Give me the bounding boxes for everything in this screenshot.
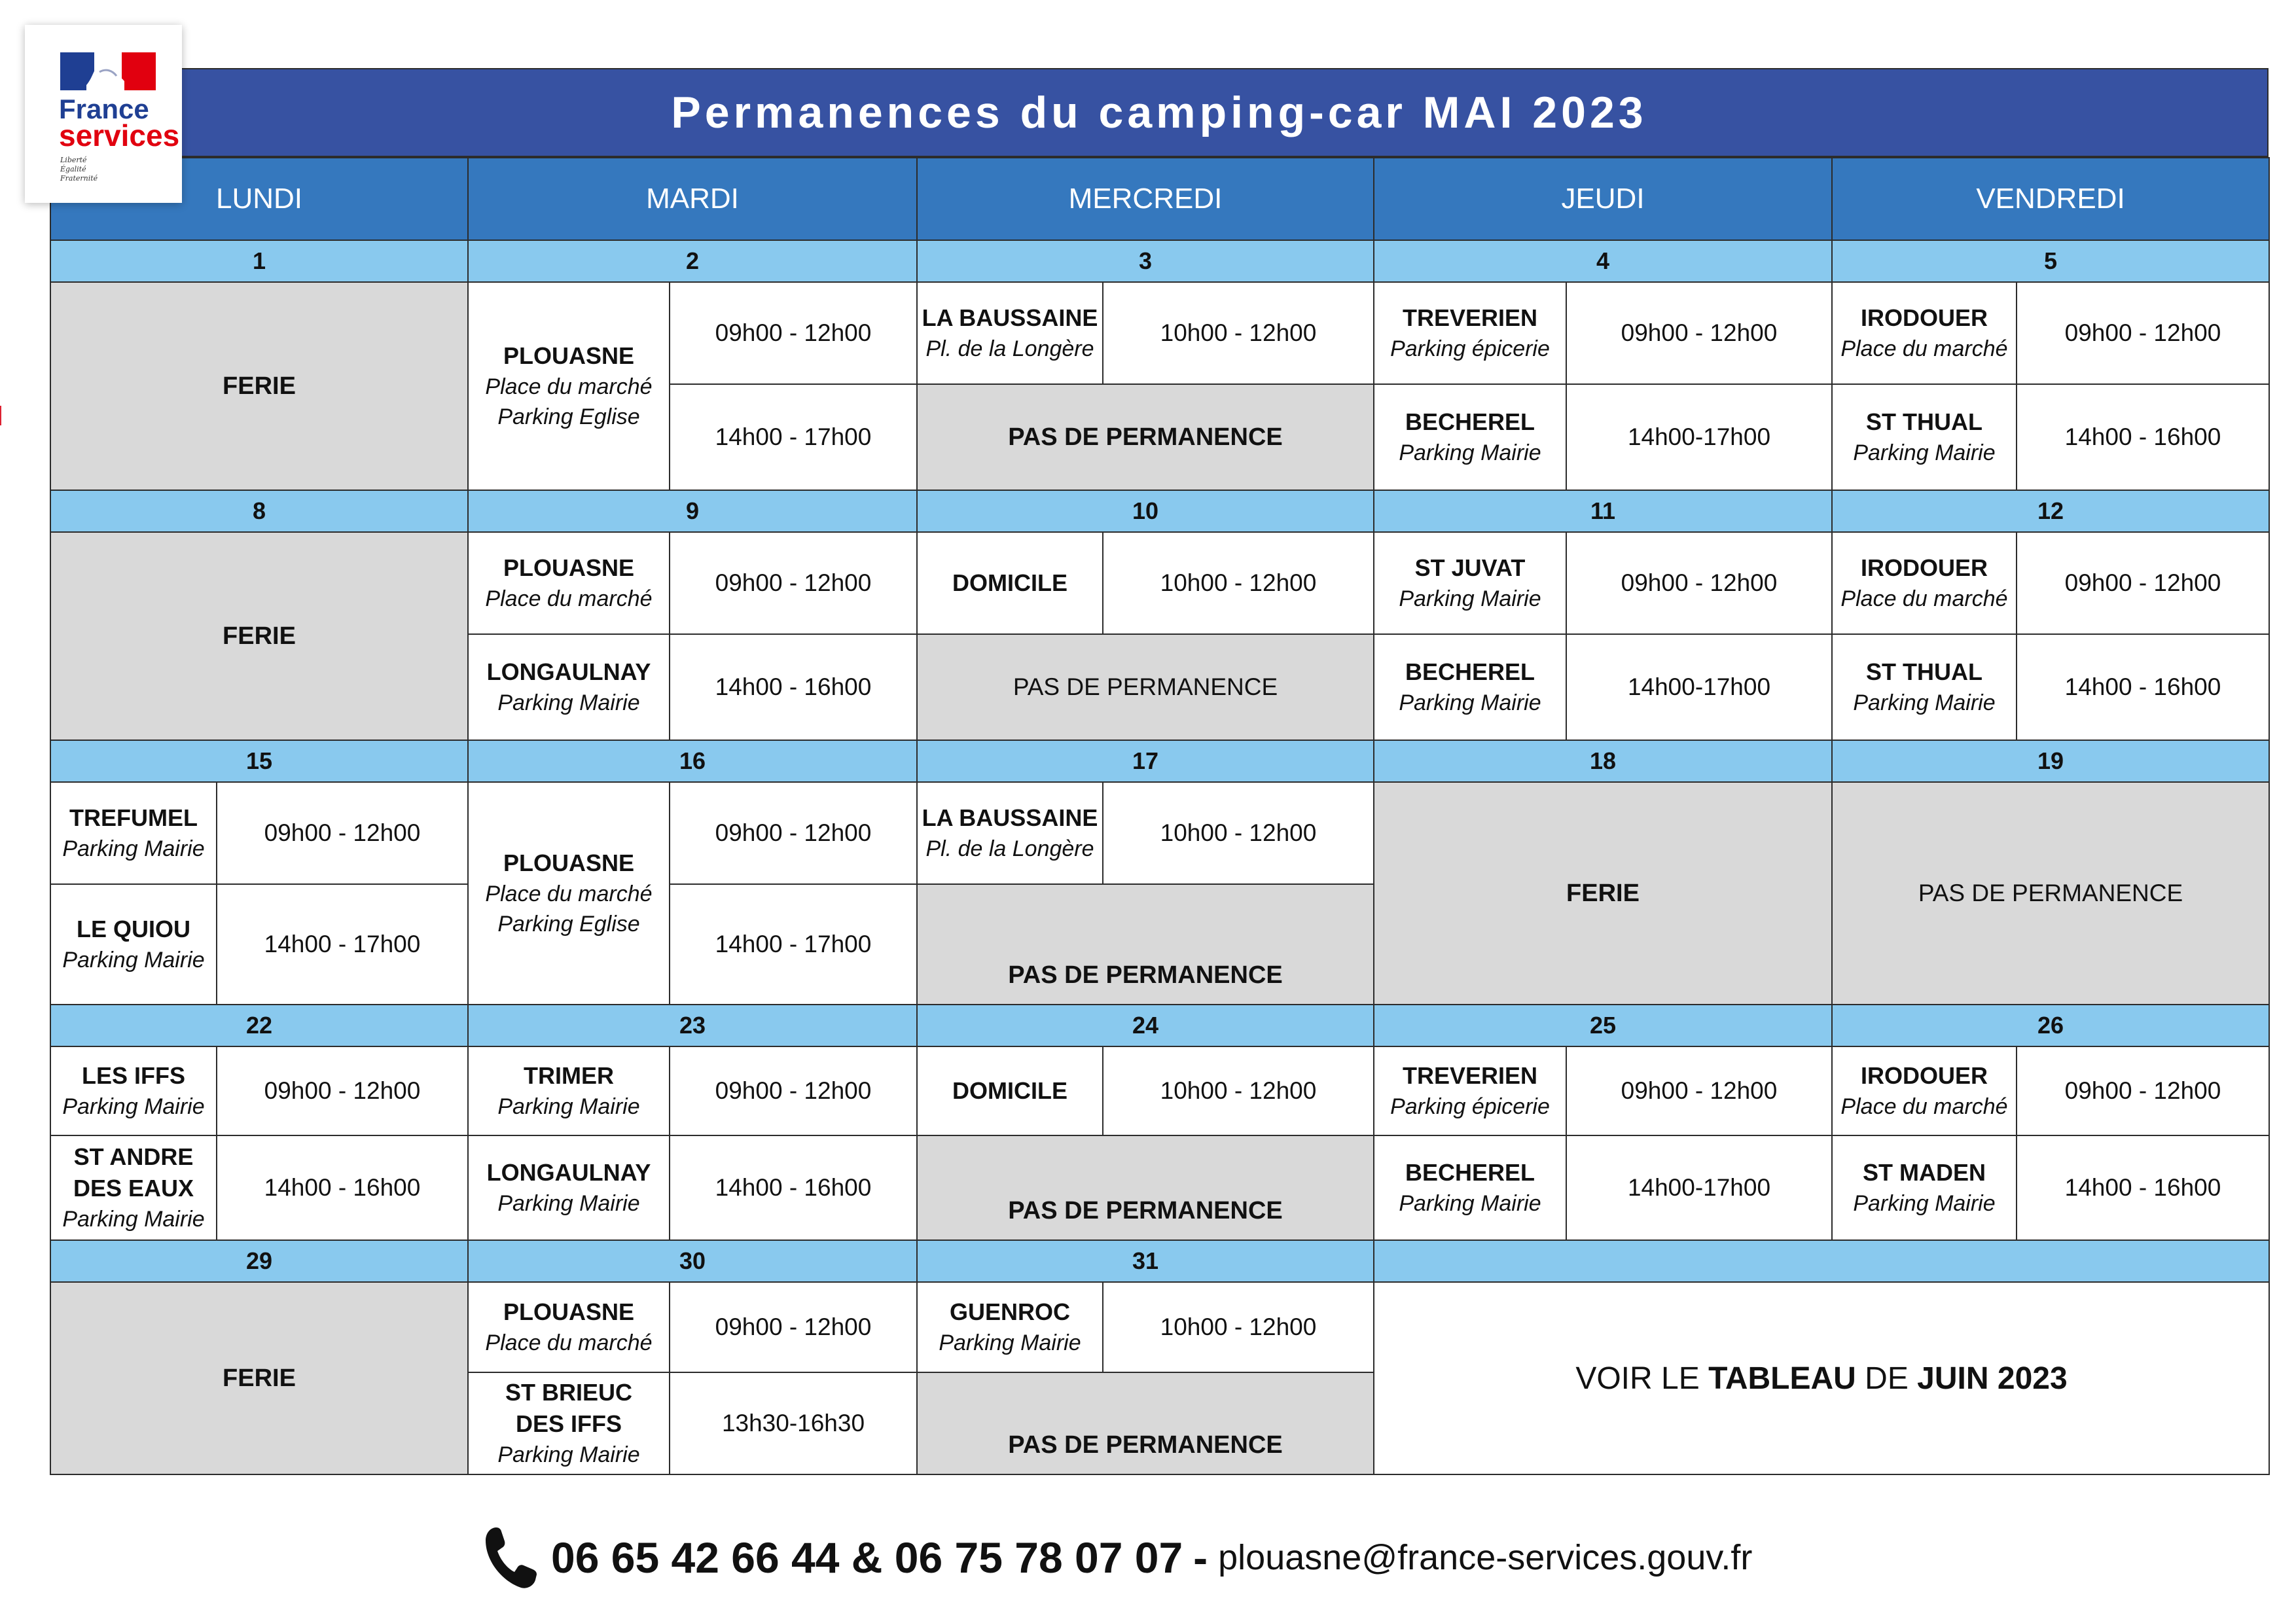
place-cell: TRIMER Parking Mairie (468, 1046, 670, 1135)
ferie-cell: FERIE (50, 532, 468, 740)
hours-cell: 14h00 - 16h00 (670, 1135, 917, 1240)
hours-cell: 10h00 - 12h00 (1103, 1282, 1374, 1372)
place-cell: GUENROC Parking Mairie (917, 1282, 1103, 1372)
separator: - (1193, 1533, 1208, 1582)
hours-cell: 09h00 - 12h00 (2017, 282, 2269, 384)
place-cell: PLOUASNE Place du marché Parking Eglise (468, 282, 670, 490)
place-cell: IRODOUER Place du marché (1832, 282, 2017, 384)
hours-cell: 14h00-17h00 (1566, 384, 1832, 490)
place-cell: LES IFFS Parking Mairie (50, 1046, 217, 1135)
date-row (50, 740, 2269, 782)
schedule-row (50, 532, 2269, 634)
schedule-row (50, 1282, 2269, 1372)
hours-cell: 14h00 - 17h00 (670, 384, 917, 490)
phone-numbers[interactable]: 06 65 42 66 44 & 06 75 78 07 07 (551, 1533, 1183, 1582)
date-cell: 23 (468, 1005, 917, 1046)
hours-cell: 10h00 - 12h00 (1103, 532, 1374, 634)
no-service-cell: PAS DE PERMANENCE (917, 634, 1374, 740)
date-row (50, 240, 2269, 282)
date-cell: 30 (468, 1240, 917, 1282)
place-cell: BECHEREL Parking Mairie (1374, 384, 1566, 490)
date-row (50, 490, 2269, 532)
date-cell: 18 (1374, 740, 1832, 782)
place-cell: TREFUMEL Parking Mairie (50, 782, 217, 884)
date-cell: 19 (1832, 740, 2269, 782)
place-cell: LA BAUSSAINE Pl. de la Longère (917, 282, 1103, 384)
place-cell: PLOUASNE Place du marché (468, 1282, 670, 1372)
france-services-logo (25, 25, 182, 203)
hours-cell: 10h00 - 12h00 (1103, 782, 1374, 884)
see-june-note: VOIR LE TABLEAU DE JUIN 2023 (1374, 1282, 2269, 1474)
hours-cell: 10h00 - 12h00 (1103, 1046, 1374, 1135)
schedule-row (50, 1046, 2269, 1135)
hours-cell: 09h00 - 12h00 (2017, 1046, 2269, 1135)
hours-cell: 14h00 - 16h00 (670, 634, 917, 740)
ferie-cell: FERIE (50, 1282, 468, 1474)
day-header: VENDREDI (1832, 158, 2269, 240)
date-cell: 8 (50, 490, 468, 532)
place-cell: ST ANDRE DES EAUX Parking Mairie (50, 1135, 217, 1240)
date-cell: 5 (1832, 240, 2269, 282)
place-cell: LE QUIOU Parking Mairie (50, 884, 217, 1005)
edge-mark (0, 406, 5, 425)
day-header: JEUDI (1374, 158, 1832, 240)
schedule-row (50, 782, 2269, 884)
date-cell: 11 (1374, 490, 1832, 532)
hours-cell: 13h30-16h30 (670, 1372, 917, 1474)
logo-motto: Liberté Égalité Fraternité (60, 156, 98, 183)
no-service-cell: PAS DE PERMANENCE (917, 384, 1374, 490)
date-cell: 9 (468, 490, 917, 532)
date-cell: 24 (917, 1005, 1374, 1046)
schedule-row (50, 282, 2269, 384)
place-cell: ST THUAL Parking Mairie (1832, 634, 2017, 740)
place-cell: IRODOUER Place du marché (1832, 1046, 2017, 1135)
no-service-cell: PAS DE PERMANENCE (917, 884, 1374, 1005)
place-cell: LA BAUSSAINE Pl. de la Longère (917, 782, 1103, 884)
hours-cell: 14h00 - 17h00 (217, 884, 468, 1005)
logo-line-services: services (59, 118, 180, 152)
hours-cell: 14h00 - 16h00 (217, 1135, 468, 1240)
hours-cell: 09h00 - 12h00 (217, 1046, 468, 1135)
contact-footer (484, 1518, 1752, 1597)
hours-cell: 09h00 - 12h00 (217, 782, 468, 884)
place-cell: TREVERIEN Parking épicerie (1374, 282, 1566, 384)
hours-cell: 14h00 - 16h00 (2017, 1135, 2269, 1240)
date-cell: 31 (917, 1240, 1374, 1282)
hours-cell: 14h00 - 16h00 (2017, 634, 2269, 740)
day-header-row (50, 158, 2269, 240)
logo-line-france: France (59, 94, 149, 124)
hours-cell: 09h00 - 12h00 (1566, 1046, 1832, 1135)
hours-cell: 09h00 - 12h00 (670, 282, 917, 384)
ferie-cell: FERIE (50, 282, 468, 490)
date-cell: 29 (50, 1240, 468, 1282)
hours-cell: 10h00 - 12h00 (1103, 282, 1374, 384)
hours-cell: 09h00 - 12h00 (670, 1282, 917, 1372)
hours-cell: 09h00 - 12h00 (670, 532, 917, 634)
day-header: MARDI (468, 158, 917, 240)
date-cell: 10 (917, 490, 1374, 532)
date-cell: 25 (1374, 1005, 1832, 1046)
place-cell: BECHEREL Parking Mairie (1374, 1135, 1566, 1240)
hours-cell: 09h00 - 12h00 (1566, 282, 1832, 384)
hours-cell: 09h00 - 12h00 (670, 1046, 917, 1135)
day-header: MERCREDI (917, 158, 1374, 240)
place-cell: PLOUASNE Place du marché Parking Eglise (468, 782, 670, 1005)
date-cell: 17 (917, 740, 1374, 782)
day-header: LUNDI (50, 158, 468, 240)
no-service-cell: PAS DE PERMANENCE (917, 1135, 1374, 1240)
place-cell: DOMICILE (917, 1046, 1103, 1135)
hours-cell: 09h00 - 12h00 (670, 782, 917, 884)
date-cell (1374, 1240, 2269, 1282)
date-cell: 12 (1832, 490, 2269, 532)
date-cell: 2 (468, 240, 917, 282)
place-cell: PLOUASNE Place du marché (468, 532, 670, 634)
place-cell: LONGAULNAY Parking Mairie (468, 1135, 670, 1240)
marianne-flag-icon (60, 52, 156, 90)
place-cell: DOMICILE (917, 532, 1103, 634)
date-cell: 22 (50, 1005, 468, 1046)
place-cell: IRODOUER Place du marché (1832, 532, 2017, 634)
date-row (50, 1005, 2269, 1046)
date-cell: 15 (50, 740, 468, 782)
place-cell: ST THUAL Parking Mairie (1832, 384, 2017, 490)
place-cell: TREVERIEN Parking épicerie (1374, 1046, 1566, 1135)
email-link[interactable]: plouasne@france-services.gouv.fr (1218, 1538, 1753, 1577)
date-cell: 1 (50, 240, 468, 282)
hours-cell: 14h00 - 16h00 (2017, 384, 2269, 490)
place-cell: BECHEREL Parking Mairie (1374, 634, 1566, 740)
place-cell: ST JUVAT Parking Mairie (1374, 532, 1566, 634)
hours-cell: 14h00-17h00 (1566, 634, 1832, 740)
date-cell: 26 (1832, 1005, 2269, 1046)
schedule-table (50, 157, 2270, 1475)
place-cell: ST BRIEUC DES IFFS Parking Mairie (468, 1372, 670, 1474)
date-cell: 4 (1374, 240, 1832, 282)
page-title: Permanences du camping-car MAI 2023 (50, 68, 2269, 157)
hours-cell: 09h00 - 12h00 (2017, 532, 2269, 634)
place-cell: LONGAULNAY Parking Mairie (468, 634, 670, 740)
schedule-row (50, 1135, 2269, 1240)
hours-cell: 14h00 - 17h00 (670, 884, 917, 1005)
ferie-cell: FERIE (1374, 782, 1832, 1005)
place-cell: ST MADEN Parking Mairie (1832, 1135, 2017, 1240)
date-row (50, 1240, 2269, 1282)
no-service-cell: PAS DE PERMANENCE (1832, 782, 2269, 1005)
date-cell: 16 (468, 740, 917, 782)
no-service-cell: PAS DE PERMANENCE (917, 1372, 1374, 1474)
hours-cell: 09h00 - 12h00 (1566, 532, 1832, 634)
phone-icon (484, 1525, 538, 1590)
hours-cell: 14h00-17h00 (1566, 1135, 1832, 1240)
date-cell: 3 (917, 240, 1374, 282)
